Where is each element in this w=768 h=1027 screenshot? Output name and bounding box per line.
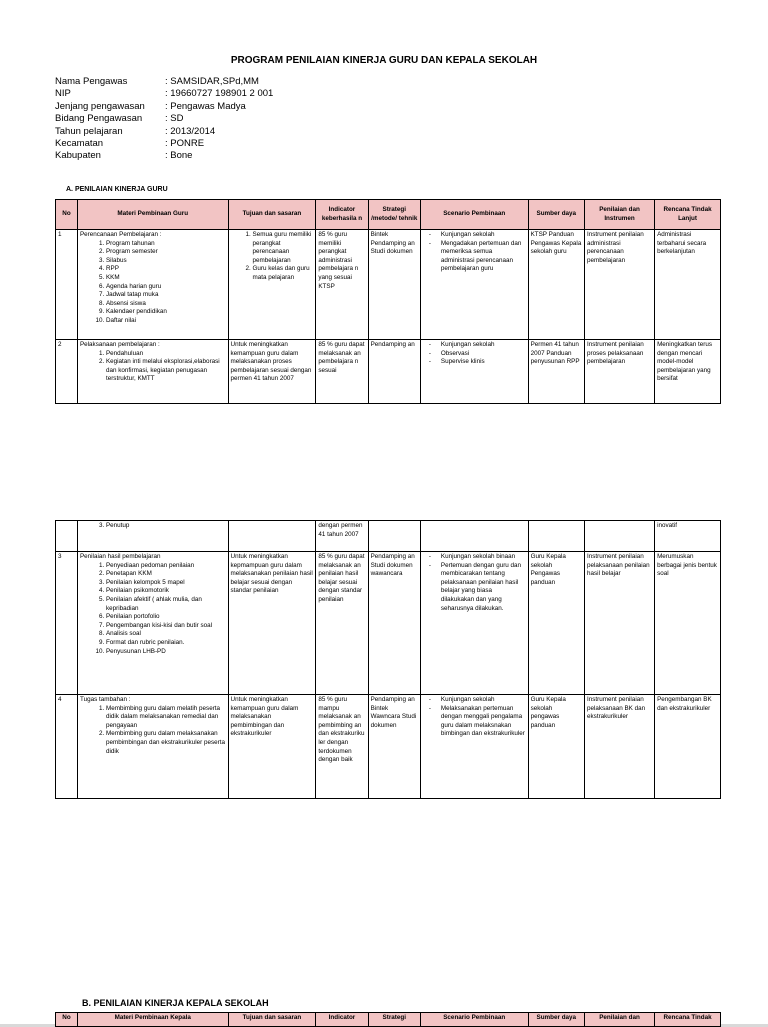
row-number: 1	[56, 230, 78, 340]
scenario-cell	[420, 340, 528, 404]
materi-cell	[77, 340, 228, 404]
tujuan-cell: Untuk meningkatkan kemampuan guru dalam melaksanakan pembimbingan dan ekstrakurikuler	[228, 695, 316, 799]
row-number: 2	[56, 340, 78, 404]
sumber-cell: Permen 41 tahun 2007 Panduan penyusunan RPP	[528, 340, 584, 404]
strategi-cell: Pendamping an Studi dokumen wawancara	[368, 552, 420, 695]
list-item: 7. Pengembangan kisi-kisi dan butir soal	[106, 622, 226, 631]
rencana-cell: inovatif	[655, 521, 721, 552]
assessment-table-kepala-sekolah	[55, 1012, 721, 1027]
header-cell: No	[56, 200, 78, 230]
list-item: 2. Guru kelas dan guru mata pelajaran	[253, 265, 314, 282]
header-cell: Rencana Tindak Lanjut	[655, 200, 721, 230]
list-item: 3. Penutup	[106, 522, 226, 531]
materi-list	[80, 562, 226, 657]
table-row	[56, 230, 721, 340]
assessment-table-guru-continued	[55, 520, 721, 799]
info-value: : SD	[165, 113, 184, 125]
list-item: 3. Penilaian kelompok 5 mapel	[106, 579, 226, 588]
info-value: : 19660727 198901 2 001	[165, 88, 274, 100]
header-cell: Penilaian dan	[585, 1013, 655, 1027]
table-row	[56, 552, 721, 695]
header-cell: Scenario Pembinaan	[420, 200, 528, 230]
materi-list	[80, 240, 226, 326]
info-block	[55, 76, 273, 163]
list-item: 1. Membimbing guru dalam melatih peserta didik dalam melaksanakan remedial dan pengayaan	[106, 705, 226, 731]
list-item: 5. Penilaian afektif ( ahlak mulia, dan kepribadian	[106, 596, 226, 613]
materi-title: Tugas tambahan :	[79, 696, 131, 703]
materi-list	[80, 522, 226, 531]
table-row	[56, 340, 721, 404]
info-row	[55, 88, 273, 100]
materi-title: Penilaian hasil pembelajaran	[79, 553, 161, 560]
table-header-row	[56, 1013, 721, 1027]
strategi-cell: Pendamping an Bintek Wawncara Studi dokumen	[368, 695, 420, 799]
penilaian-cell: Instrument penilaian pelaksanaan BK dan ekstrakurikuler	[585, 695, 655, 799]
info-row	[55, 126, 273, 138]
list-item: 2. Membimbing guru dalam melaksanakan pembimbingan dan ekstrakurikuler peserta didik	[106, 730, 226, 756]
header-cell: Penilaian dan Instrumen	[585, 200, 655, 230]
list-item: 1. Semua guru memiliki perangkat perencanaan pembelajaran	[253, 231, 314, 265]
info-row	[55, 76, 273, 88]
list-item: 9. Kalendaer pendidikan	[106, 308, 226, 317]
list-item: - Pertemuan dengan guru dan membicarakan tentang pelaksanaan penilaian hasil belajar yang biasa dilakukakan dan yang seharusnya dilakukan.	[441, 562, 526, 614]
materi-title: Perencanaan Pembelajaran :	[79, 231, 162, 238]
strategi-cell: Pendamping an	[368, 340, 420, 404]
rencana-cell: Administrasi terbaharui secara berkelanjutan	[655, 230, 721, 340]
header-cell: Indicator	[316, 1013, 368, 1027]
list-item: - Kunjungan sekolah	[441, 696, 526, 705]
list-item: 6. Agenda harian guru	[106, 283, 226, 292]
list-item: 3. Silabus	[106, 257, 226, 266]
header-cell: Indicator keberhasila n	[316, 200, 368, 230]
indikator-cell: 85 % guru dapat melaksanak an penilaian hasil belajar sesuai dengan standar penilaian	[316, 552, 368, 695]
row-number: 3	[56, 552, 78, 695]
list-item: 2. Program semester	[106, 248, 226, 257]
table-row	[56, 695, 721, 799]
list-item: - Observasi	[441, 350, 526, 359]
list-item: 1. Pendahuluan	[106, 350, 226, 359]
header-cell: Materi Pembinaan Kepala	[77, 1013, 228, 1027]
header-cell: Scenario Pembinaan	[420, 1013, 528, 1027]
list-item: 6. Penilaian portofolio	[106, 613, 226, 622]
info-label: Kecamatan	[55, 138, 104, 150]
scenario-cell	[420, 695, 528, 799]
materi-title: Pelaksanaan pembelajaran :	[79, 341, 160, 348]
info-label: Tahun pelajaran	[55, 125, 123, 137]
row-number: 4	[56, 695, 78, 799]
list-item: 1. Program tahunan	[106, 240, 226, 249]
info-row	[55, 138, 273, 150]
sumber-cell: KTSP Panduan Pengawas Kepala sekolah guru	[528, 230, 584, 340]
table-header-row	[56, 200, 721, 230]
penilaian-cell: Instrument penilaian pelaksanaan penilaian hasil belajar	[585, 552, 655, 695]
header-cell: Tujuan dan sasaran	[228, 200, 316, 230]
info-label: Kabupaten	[55, 150, 101, 162]
info-value: : PONRE	[165, 138, 205, 150]
tujuan-cell	[228, 521, 316, 552]
list-item: 2. Penetapan KKM	[106, 570, 226, 579]
info-row	[55, 150, 273, 162]
list-item: - Kunjungan sekolah	[441, 341, 526, 350]
materi-cell	[77, 230, 228, 340]
header-cell: Materi Pembinaan Guru	[77, 200, 228, 230]
indikator-cell: dengan permen 41 tahun 2007	[316, 521, 368, 552]
list-item: 4. RPP	[106, 265, 226, 274]
section-b-heading: B. PENILAIAN KINERJA KEPALA SEKOLAH	[82, 998, 269, 1008]
tujuan-cell	[228, 230, 316, 340]
rencana-cell: Merumuskan berbagai jenis bentuk soal	[655, 552, 721, 695]
list-item: 10. Penyusunan LHB-PD	[106, 648, 226, 657]
materi-list	[80, 705, 226, 757]
list-item: - Mengadakan pertemuan dan memeriksa semua administrasi perencanaan pembelajaran guru	[441, 240, 526, 274]
materi-cell	[77, 521, 228, 552]
indikator-cell: 85 % guru dapat melaksanak an pembelajara n sesuai	[316, 340, 368, 404]
list-item: 8. Analisis soal	[106, 630, 226, 639]
list-item: 7. Jadwal tatap muka	[106, 291, 226, 300]
section-a-heading: A. PENILAIAN KINERJA GURU	[66, 186, 168, 193]
list-item: 2. Kegiatan inti melalui eksplorasi,elaborasi dan konfirmasi, kegiatan penugasan terstruktur, KMTT	[106, 358, 226, 384]
list-item: - Melaksanakan pertemuan dengan menggali pengalama guru dalam melaksnakan bimbingan dan ekstrakurikuler	[441, 705, 526, 739]
list-item: - Kunjungan sekolah	[441, 231, 526, 240]
materi-cell	[77, 695, 228, 799]
info-row	[55, 101, 273, 113]
rencana-cell: Pengembangan BK dan ekstrakurikuler	[655, 695, 721, 799]
header-cell: Strategi /metode/ tehnik	[368, 200, 420, 230]
info-label: Nama Pengawas	[55, 76, 128, 87]
info-value: : SAMSIDAR,SPd,MM	[165, 76, 259, 87]
list-item: 8. Absensi siswa	[106, 300, 226, 309]
header-cell: Rencana Tindak	[655, 1013, 721, 1027]
scenario-cell	[420, 552, 528, 695]
info-label: Jenjang pengawasan	[55, 100, 145, 112]
list-item: 1. Penyediaan pedoman penilaian	[106, 562, 226, 571]
sumber-cell: Guru Kepala sekolah Pengawas panduan	[528, 552, 584, 695]
info-label: Bidang Pengawasan	[55, 113, 143, 125]
header-cell: Sumber daya	[528, 1013, 584, 1027]
strategi-cell: Bintek Pendamping an Studi dokumen	[368, 230, 420, 340]
info-value: : 2013/2014	[165, 125, 216, 137]
list-item: 4. Penilaian psikomotorik	[106, 587, 226, 596]
rencana-cell: Meningkatkan terus dengan mencari model-model pembelajaran yang bersifat	[655, 340, 721, 404]
scenario-cell	[420, 521, 528, 552]
table-row	[56, 521, 721, 552]
penilaian-cell: Instrument penilaian administrasi perencanaan pembelajaran	[585, 230, 655, 340]
sumber-cell	[528, 521, 584, 552]
indikator-cell: 85 % guru mampu melaksanak an pembimbing an dan ekstrakuriku ler dengan terdokumen dengan baik	[316, 695, 368, 799]
header-cell: Strategi	[368, 1013, 420, 1027]
assessment-table-guru	[55, 199, 721, 404]
row-number	[56, 521, 78, 552]
scenario-list	[423, 553, 526, 613]
list-item: - Supervise klinis	[441, 358, 526, 367]
info-value: : Pengawas Madya	[165, 100, 246, 112]
header-cell: Sumber daya	[528, 200, 584, 230]
info-value: : Bone	[165, 150, 193, 162]
scenario-list	[423, 231, 526, 274]
header-cell: No	[56, 1013, 78, 1027]
indikator-cell: 85 % guru memiliki perangkat administrasi pembelajara n yang sesuai KTSP	[316, 230, 368, 340]
tujuan-cell: Untuk meningkatkan kemampuan guru dalam melaksanakan proses pembelajaran sesuai dengan permen 41 tahun 2007	[228, 340, 316, 404]
document-title: PROGRAM PENILAIAN KINERJA GURU DAN KEPALA SEKOLAH	[230, 55, 538, 66]
materi-cell	[77, 552, 228, 695]
scenario-list	[423, 696, 526, 739]
scenario-list	[423, 341, 526, 367]
penilaian-cell	[585, 521, 655, 552]
tujuan-cell: Untuk meningkatkan kepmampuan guru dalam melaksanakan penilaian hasil belajar sesuai dengan standar penilaian	[228, 552, 316, 695]
info-row	[55, 113, 273, 125]
strategi-cell	[368, 521, 420, 552]
list-item: - Kunjungan sekolah binaan	[441, 553, 526, 562]
list-item: 9. Format dan rubric penilaian.	[106, 639, 226, 648]
tujuan-list	[231, 231, 314, 283]
list-item: 10. Daftar nilai	[106, 317, 226, 326]
header-cell: Tujuan dan sasaran	[228, 1013, 316, 1027]
list-item: 5. KKM	[106, 274, 226, 283]
sumber-cell: Guru Kepala sekolah pengawas panduan	[528, 695, 584, 799]
info-label: NIP	[55, 88, 71, 100]
penilaian-cell: Instrument penilaian proses pelaksanaan pembelajaran	[585, 340, 655, 404]
materi-list	[80, 350, 226, 384]
scenario-cell	[420, 230, 528, 340]
